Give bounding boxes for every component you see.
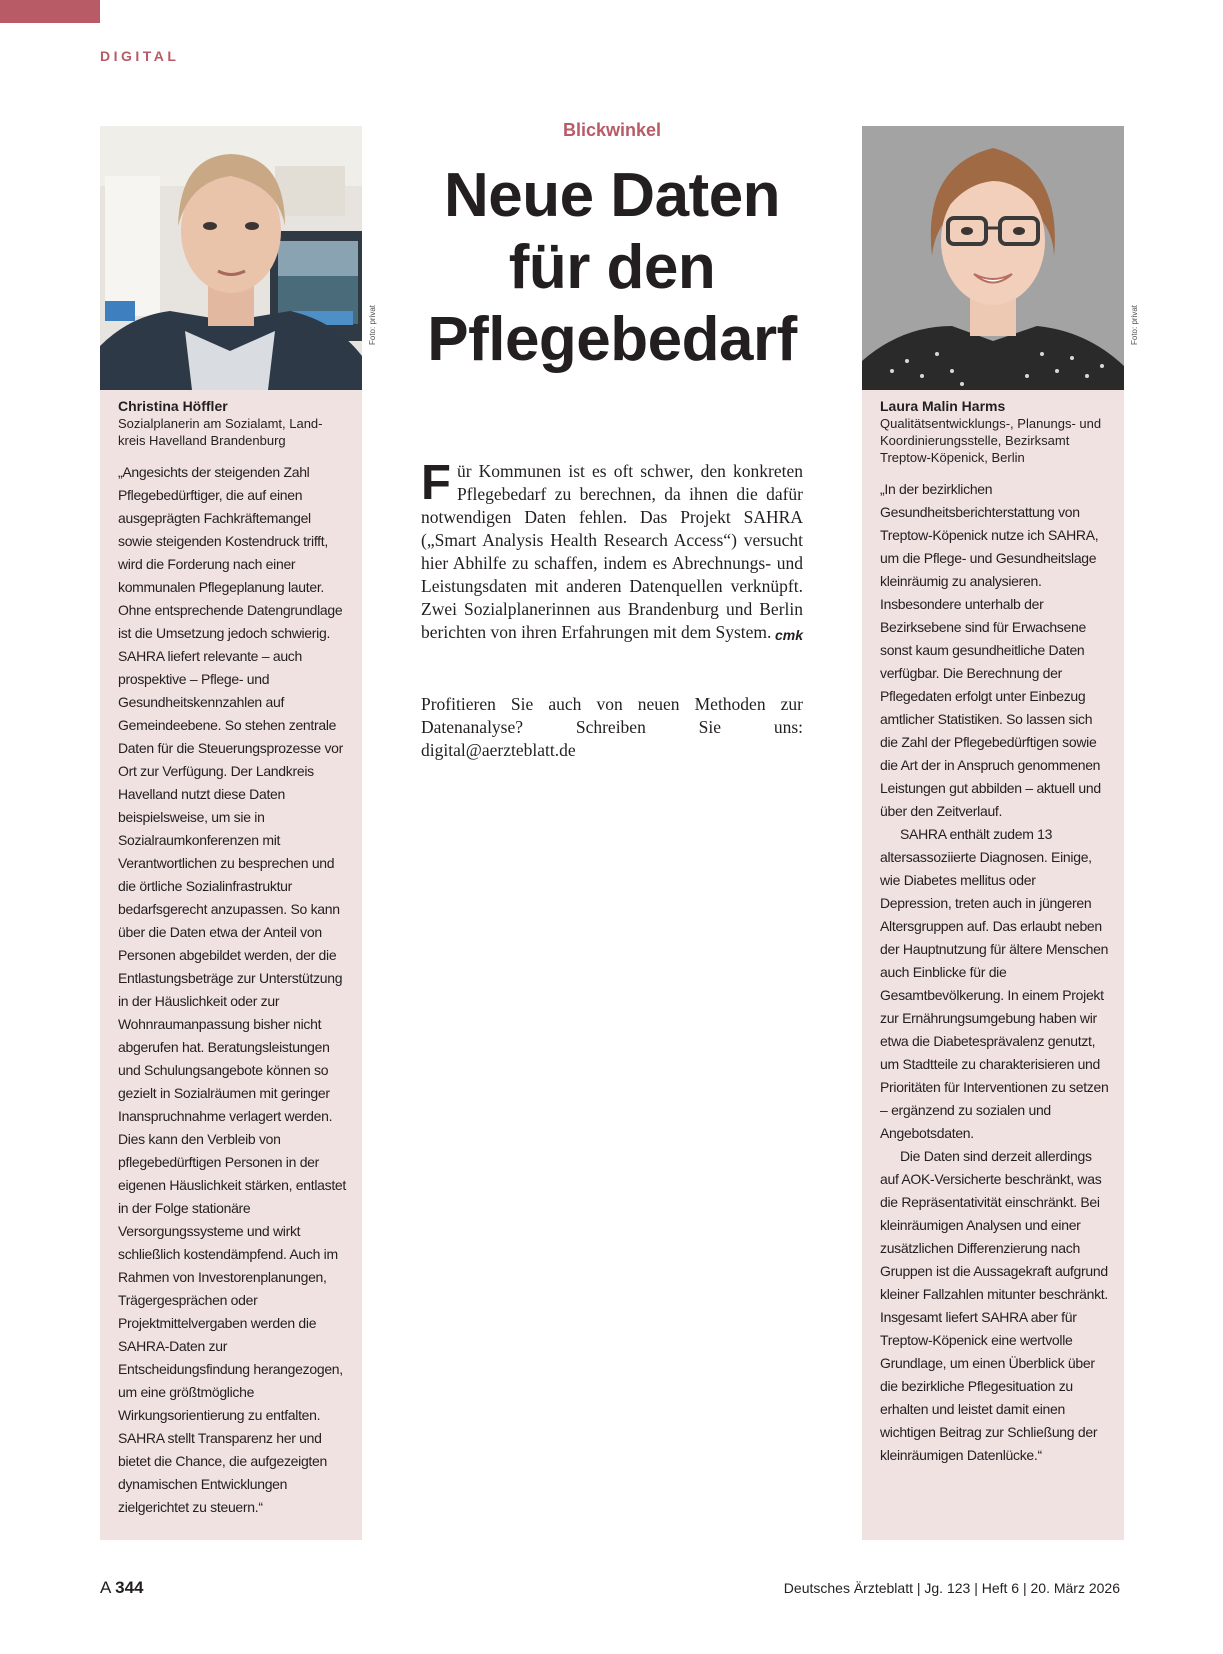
quote-left-text: „Angesichts der steigenden Zahl Pflegebedürftiger, die auf einen ausgeprägten Fachkräftemangel sowie steigenden Kostendruck trifft, wird die Forderung nach einer kommunalen Pflegeplanung lauter. Ohne entsprechende Datengrundlage ist die Umsetzung jedoch schwierig. SAHRA liefert relevante – auch prospektive – Pflege- und Gesundheitskennzahlen auf Gemeindeebene. So stehen zentrale Daten für die Steuerungsprozesse vor Ort zur Verfügung. Der Landkreis Havelland nutzt diese Daten beispielsweise, um sie in Sozialraumkonferenzen mit Verantwortlichen zu besprechen und die örtliche Sozialinfrastruktur bedarfsgerecht anzupassen. So kann über die Daten etwa der Anteil von Personen abgebildet werden, der die Entlastungsbeträge zur Unterstützung in der Häuslichkeit oder zur Wohnraumanpassung bisher nicht abgerufen hat. Beratungsleistungen und Schulungsangebote können so gezielt in Sozialräumen mit geringer Inanspruchnahme verlagert werden. Dies kann den Verbleib von pflegebedürftigen Personen in der eigenen Häuslichkeit stärken, entlastet in der Folge stationäre Versorgungssysteme und wirkt schließlich kostendämpfend. Auch im Rahmen von Investorenplanungen, Trägergesprächen oder Projektmittelvergaben werden die SAHRA-Daten zur Entscheidungsfindung herangezogen, um eine größtmögliche Wirkungsorientierung zu entfalten. SAHRA stellt Transparenz her und bietet die Chance, die aufgezeigten dynamischen Entwicklungen zielgerichtet zu steuern.“ bbox=[118, 464, 346, 1515]
person-role-left: Sozialplanerin am Sozialamt, Land-kreis Havelland Brandenburg bbox=[118, 416, 323, 448]
portrait-photo-right bbox=[862, 126, 1124, 390]
quote-left bbox=[118, 461, 348, 1519]
photo-credit-right: Foto: privat bbox=[1130, 304, 1139, 345]
quote-right-p2: SAHRA enthält zudem 13 altersassoziierte Diagnosen. Einige, wie Diabetes mellitus oder Depression, treten auch in jüngeren Altersgruppen auf. Das erlaubt neben der Hauptnutzung für ältere Menschen auch Einblicke für die Gesamtbevölkerung. In einem Projekt zur Ernährungsumgebung haben wir etwa die Diabetesprävalenz genutzt, um Stadtteile zu charakterisieren und Prioritäten für Interventionen zu setzen – ergänzend zu sozialen und Angebotsdaten. bbox=[880, 826, 1109, 1141]
corner-tab bbox=[0, 0, 100, 23]
publication-info: Deutsches Ärzteblatt | Jg. 123 | Heft 6 | 20. März 2026 bbox=[783, 1580, 1120, 1596]
headline-line-2: für den bbox=[508, 233, 716, 302]
right-sidebar bbox=[862, 126, 1124, 1540]
quote-right-p1: „In der bezirklichen Gesundheitsberichterstattung von Treptow-Köpenick nutze ich SAHRA, um die Pflege- und Gesundheitslage kleinräumig zu analysieren. Insbesondere unterhalb der Bezirksebene sind für Erwachsene sonst kaum gesundheitliche Daten verfügbar. Die Berechnung der Pflegedaten erfolgt unter Einbezug amtlicher Statistiken. So lassen sich die Zahl der Pflegebedürftigen sowie die Art der in Anspruch genommenen Leistungen gut abbilden – aktuell und über den Zeitverlauf. bbox=[880, 481, 1101, 819]
quote-right-p3: Die Daten sind derzeit allerdings auf AOK-Versicherte beschränkt, was die Repräsentativität einschränkt. Bei kleinräumigen Analysen und einer zusätzlichen Differenzierung nach Gruppen ist die Aussagekraft aufgrund kleiner Fallzahlen mitunter beschränkt. Insgesamt liefert SAHRA aber für Treptow-Köpenick eine wertvolle Grundlage, um einen Überblick über die bezirkliche Pflegesituation zu erhalten und leistet damit einen wichtigen Beitrag zur Schließung der kleinräumigen Datenlücke.“ bbox=[880, 1148, 1108, 1463]
person-role-right: Qualitätsentwicklungs-, Planungs- und Koordinierungsstelle, Bezirksamt Treptow-Köpenick, Berlin bbox=[880, 416, 1102, 465]
left-sidebar bbox=[100, 126, 362, 1540]
portrait-photo-left bbox=[100, 126, 362, 390]
section-label: DIGITAL bbox=[100, 48, 180, 64]
person-name-left: Christina Höffler bbox=[118, 398, 228, 414]
author-initials: cmk bbox=[774, 627, 803, 643]
call-to-action: Profitieren Sie auch von neuen Methoden zur Datenanalyse? Schreiben Sie uns: digital@aerzteblatt.de bbox=[421, 694, 803, 760]
page-prefix: A bbox=[100, 1578, 111, 1597]
intro-paragraph bbox=[421, 456, 803, 647]
headline-line-1: Neue Daten bbox=[443, 161, 781, 230]
page-number-value: 344 bbox=[115, 1578, 144, 1597]
headline bbox=[412, 160, 812, 376]
quote-right bbox=[880, 478, 1110, 1467]
intro-text: ür Kommunen ist es oft schwer, den konkreten Pflegebedarf zu berechnen, da ihnen die dafür notwendigen Daten fehlen. Das Projekt SAHRA („Smart Analysis Health Research Access“) versucht hier Abhilfe zu schaffen, indem es Abrechnungs- und Leistungsdaten mit anderen Datenquellen verknüpft. Zwei Sozialplanerinnen aus Brandenburg und Berlin berichten von ihren Erfahrungen mit dem System. bbox=[421, 461, 803, 642]
photo-credit-left: Foto: privat bbox=[368, 304, 377, 345]
page-number bbox=[100, 1578, 144, 1598]
headline-line-3: Pflegebedarf bbox=[427, 305, 797, 374]
dropcap: F bbox=[421, 456, 451, 510]
person-name-right: Laura Malin Harms bbox=[880, 398, 1006, 414]
kicker: Blickwinkel bbox=[562, 120, 662, 140]
